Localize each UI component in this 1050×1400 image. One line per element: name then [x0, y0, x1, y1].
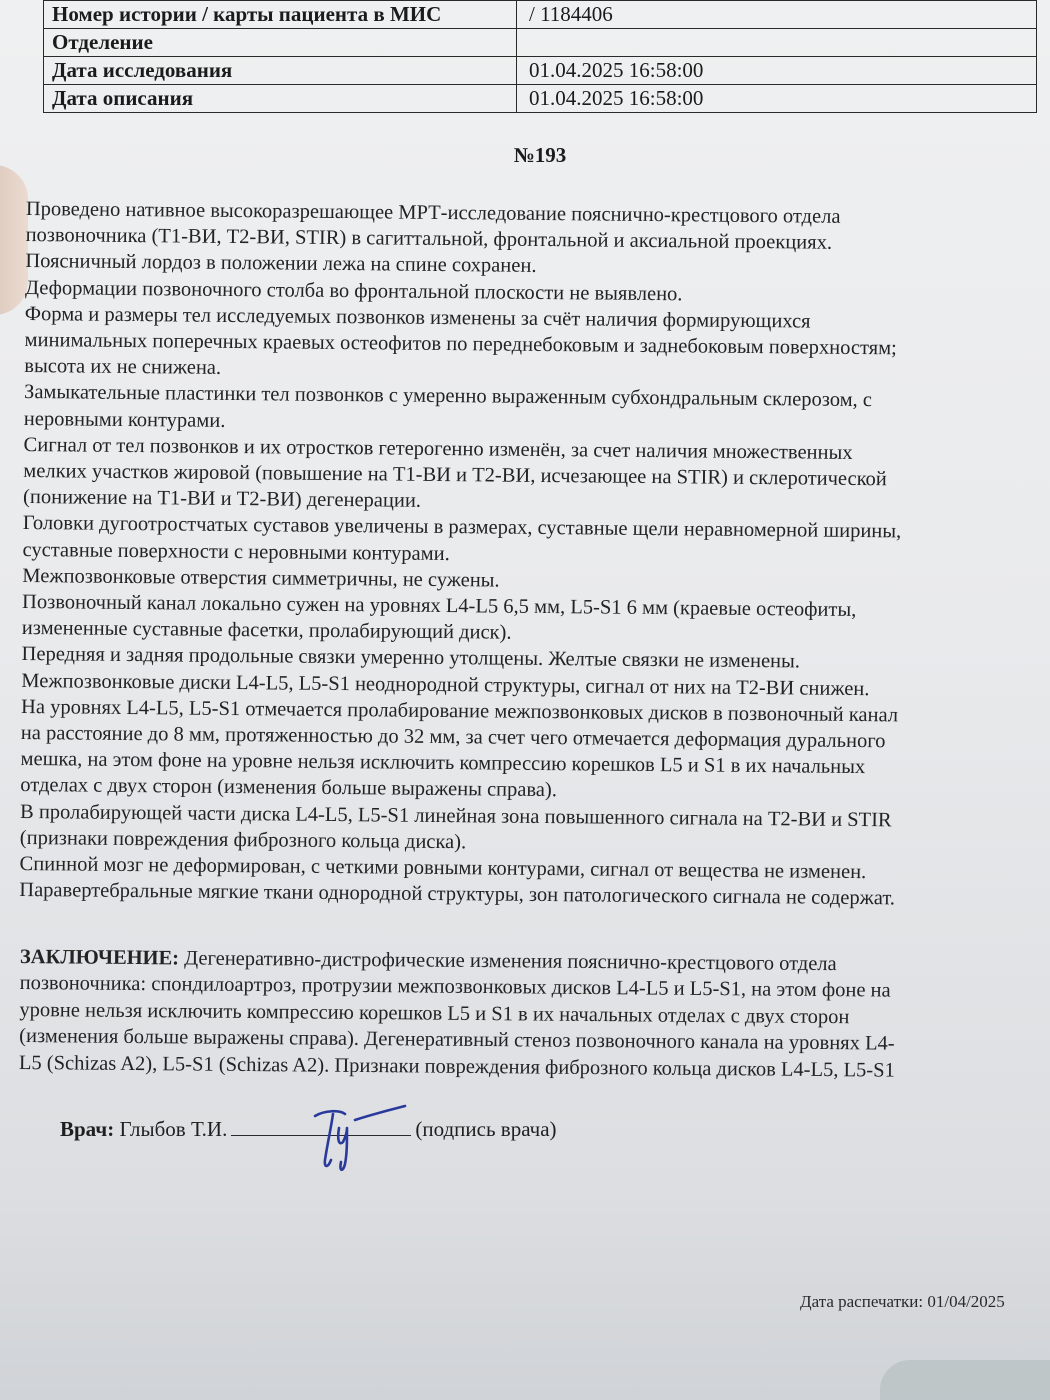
body-line: мелких участков жировой (повышение на Т1-ВИ и Т2-ВИ, исчезающее на STIR) и склеротической	[23, 460, 887, 491]
table-row	[44, 85, 1037, 113]
body-line: Деформации позвоночного столба во фронтальной плоскости не выявлено.	[25, 276, 683, 305]
body-line: Межпозвонковые диски L4-L5, L5-S1 неоднородной структуры, сигнал от них на Т2-ВИ снижен.	[21, 669, 870, 700]
body-line: отделах с двух сторон (изменения больше выражены справа).	[20, 774, 558, 802]
table-row	[44, 1, 1037, 29]
body-line: на расстояние до 8 мм, протяженностью до 32 мм, за счет чего отмечается деформация дурального	[20, 722, 886, 753]
doctor-label: Врач:	[60, 1117, 115, 1141]
signature-caption: (подпись врача)	[415, 1117, 557, 1141]
body-line: Позвоночный канал локально сужен на уровнях L4-L5 6,5 мм, L5-S1 6 мм (краевые остеофиты,	[21, 591, 857, 622]
doctor-name: Глыбов Т.И.	[114, 1117, 228, 1141]
row-value: / 1184406	[517, 1, 1037, 29]
table-row	[44, 29, 1037, 57]
conclusion-line: L5 (Schizas A2), L5-S1 (Schizas A2). Признаки повреждения фиброзного кольца дисков L4-L5, L5-S1	[18, 1051, 895, 1082]
conclusion-section	[19, 944, 1050, 1085]
background-fabric	[880, 1360, 1050, 1400]
body-line: На уровнях L4-L5, L5-S1 отмечается пролабирование межпозвонковых дисков в позвоночный канал	[20, 695, 899, 727]
body-line: суставные поверхности с неровными контурами.	[22, 538, 450, 565]
body-line: (признаки повреждения фиброзного кольца диска).	[19, 826, 467, 854]
body-line: Межпозвонковые отверстия симметричны, не сужены.	[22, 564, 500, 592]
conclusion-line: позвоночника: спондилоартроз, протрузии межпозвонковых дисков L4-L5 и L5-S1, на этом фоне на	[19, 972, 891, 1003]
handwritten-signature-icon	[295, 1098, 425, 1178]
conclusion-text: Дегенеративно-дистрофические изменения пояснично-крестцового отдела	[178, 947, 837, 976]
body-line: Спинной мозг не деформирован, с четкими ровными контурами, сигнал от вещества не изменен.	[19, 853, 867, 884]
report-body	[19, 196, 1050, 913]
body-line: В пролабирующей части диска L4-L5, L5-S1 линейная зона повышенного сигнала на Т2-ВИ и STIR	[19, 800, 892, 832]
body-line: Замыкательные пластинки тел позвонков с умеренно выраженным субхондральным склерозом, с	[24, 381, 873, 412]
body-line: Проведено нативное высокоразрешающее МРТ-исследование пояснично-крестцового отдела	[25, 197, 841, 228]
body-line: позвоночника (Т1-ВИ, Т2-ВИ, STIR) в сагиттальной, фронтальной и аксиальной проекциях.	[25, 224, 833, 254]
finger-shadow	[0, 165, 28, 315]
body-line: мешка, на этом фоне на уровне нельзя исключить компрессию корешков L5 и S1 в их начальных	[20, 748, 866, 779]
body-line: измененные суставные фасетки, пролабирующий диск).	[21, 617, 512, 644]
body-line: Поясничный лордоз в положении лежа на спине сохранен.	[25, 250, 537, 278]
conclusion-label: ЗАКЛЮЧЕНИЕ:	[19, 945, 180, 970]
body-line: высота их не снижена.	[24, 355, 222, 380]
row-label: Отделение	[44, 29, 517, 57]
body-line: минимальных поперечных краевых остеофитов по переднебоковым и заднебоковым поверхностям;	[24, 329, 897, 360]
row-label: Дата исследования	[44, 57, 517, 85]
row-value: 01.04.2025 16:58:00	[517, 85, 1037, 113]
body-line: Передняя и задняя продольные связки умеренно утолщены. Желтые связки не изменены.	[21, 643, 801, 673]
conclusion-line: уровне нельзя исключить компрессию корешков L5 и S1 в их начальных отделах с двух сторон	[19, 998, 850, 1029]
body-line: Форма и размеры тел исследуемых позвонков изменены за счёт наличия формирующихся	[24, 302, 811, 333]
row-value	[517, 29, 1037, 57]
report-number: №193	[513, 143, 567, 167]
row-label: Дата описания	[44, 85, 517, 113]
conclusion-line: (изменения больше выражены справа). Дегенеративный стеноз позвоночного канала на уровнях L4-	[19, 1025, 895, 1055]
body-line: Сигнал от тел позвонков и их отростков гетерогенно изменён, за счет наличия множественных	[23, 433, 853, 464]
body-line: (понижение на Т1-ВИ и Т2-ВИ) дегенерации.	[23, 486, 422, 513]
row-label: Номер истории / карты пациента в МИС	[44, 1, 517, 29]
body-line: Паравертебральные мягкие ткани однородной структуры, зон патологического сигнала не содержат.	[19, 879, 896, 910]
body-line: неровными контурами.	[23, 407, 226, 432]
patient-info-table	[43, 0, 1037, 113]
print-date: Дата распечатки: 01/04/2025	[800, 1292, 1005, 1311]
table-row	[44, 57, 1037, 85]
row-value: 01.04.2025 16:58:00	[517, 57, 1037, 85]
body-line: Головки дугоотростчатых суставов увеличены в размерах, суставные щели неравномерной ширины,	[22, 512, 902, 543]
